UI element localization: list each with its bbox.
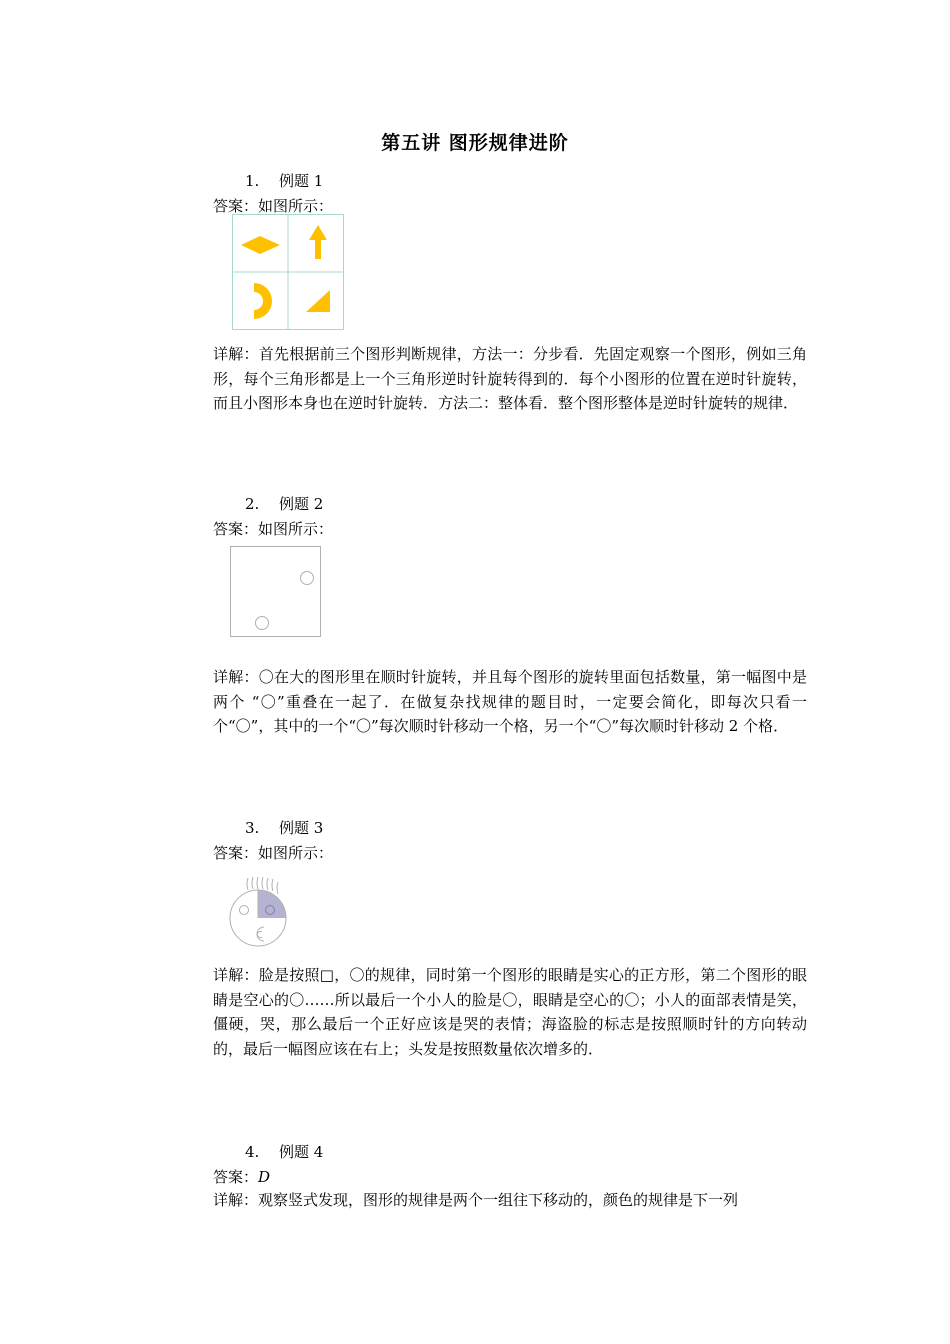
answer-text: 如图所示：	[258, 520, 334, 538]
question-2-detail: 详解：〇在大的图形里在顺时针旋转，并且每个图形的旋转里面包括数量，第一幅图中是两个 “〇”重叠在一起了．在做复杂找规律的题目时，一定要会简化，即每次只看一个“〇”，其中的一个“〇”每次顺时针移动一个格，另一个“〇”每次顺时针移动 2 个格．	[213, 668, 807, 735]
answer-text: D	[258, 1168, 271, 1186]
question-4-answer	[213, 1166, 270, 1187]
question-4-detail: 详解：观察竖式发现，图形的规律是两个一组往下移动的，颜色的规律是下一列	[213, 1191, 739, 1209]
question-number: 3.	[245, 819, 260, 837]
question-label: 例题 2	[279, 495, 324, 513]
question-label: 例题 4	[279, 1143, 324, 1161]
diamond-shape	[241, 236, 280, 254]
answer-text: 如图所示：	[258, 197, 334, 215]
question-3-answer	[213, 842, 333, 863]
arrow-up-shape	[309, 225, 327, 259]
question-2-heading	[245, 493, 323, 514]
answer-figure-1	[232, 214, 345, 332]
answer-prefix: 答案：	[213, 197, 259, 215]
answer-figure-2	[229, 545, 322, 638]
small-circle-upper-right	[301, 572, 314, 585]
question-2-answer	[213, 518, 333, 539]
question-number: 2.	[245, 495, 260, 513]
small-circle-lower-left	[256, 617, 269, 630]
answer-text: 如图所示：	[258, 844, 334, 862]
question-1-heading	[245, 170, 323, 191]
answer-prefix: 答案：	[213, 1168, 259, 1186]
question-number: 4.	[245, 1143, 260, 1161]
question-number: 1.	[245, 172, 260, 190]
square-frame	[231, 547, 321, 637]
answer-prefix: 答案：	[213, 844, 259, 862]
question-label: 例题 3	[279, 819, 324, 837]
question-1-detail: 详解：首先根据前三个图形判断规律，方法一：分步看．先固定观察一个图形，例如三角形，每个三角形都是上一个三角形逆时针旋转得到的．每个小图形的位置在逆时针旋转，而且小图形本身也在逆时针旋转．方法二：整体看．整个图形整体是逆时针旋转的规律．	[213, 345, 807, 412]
mouth-inner	[257, 932, 262, 938]
page-title: 第五讲 图形规律进阶	[381, 132, 569, 154]
question-label: 例题 1	[279, 172, 324, 190]
question-1-answer	[213, 195, 333, 216]
triangle-shape	[306, 290, 330, 312]
left-eye	[240, 906, 249, 915]
question-3-heading	[245, 817, 323, 838]
question-4-heading	[245, 1141, 323, 1162]
mouth-crying	[257, 927, 264, 941]
answer-prefix: 答案：	[213, 520, 259, 538]
half-ring-shape	[254, 283, 272, 319]
answer-figure-3-face	[226, 874, 290, 950]
question-3-detail: 详解：脸是按照□，〇的规律，同时第一个图形的眼睛是实心的正方形，第二个图形的眼睛是空心的〇……所以最后一个小人的脸是〇，眼睛是空心的〇；小人的面部表情是笑，僵硬，哭，那么最后一个正好应该是哭的表情；海盗脸的标志是按照顺时针的方向转动的，最后一幅图应该在右上；头发是按照数量依次增多的．	[213, 966, 807, 1058]
